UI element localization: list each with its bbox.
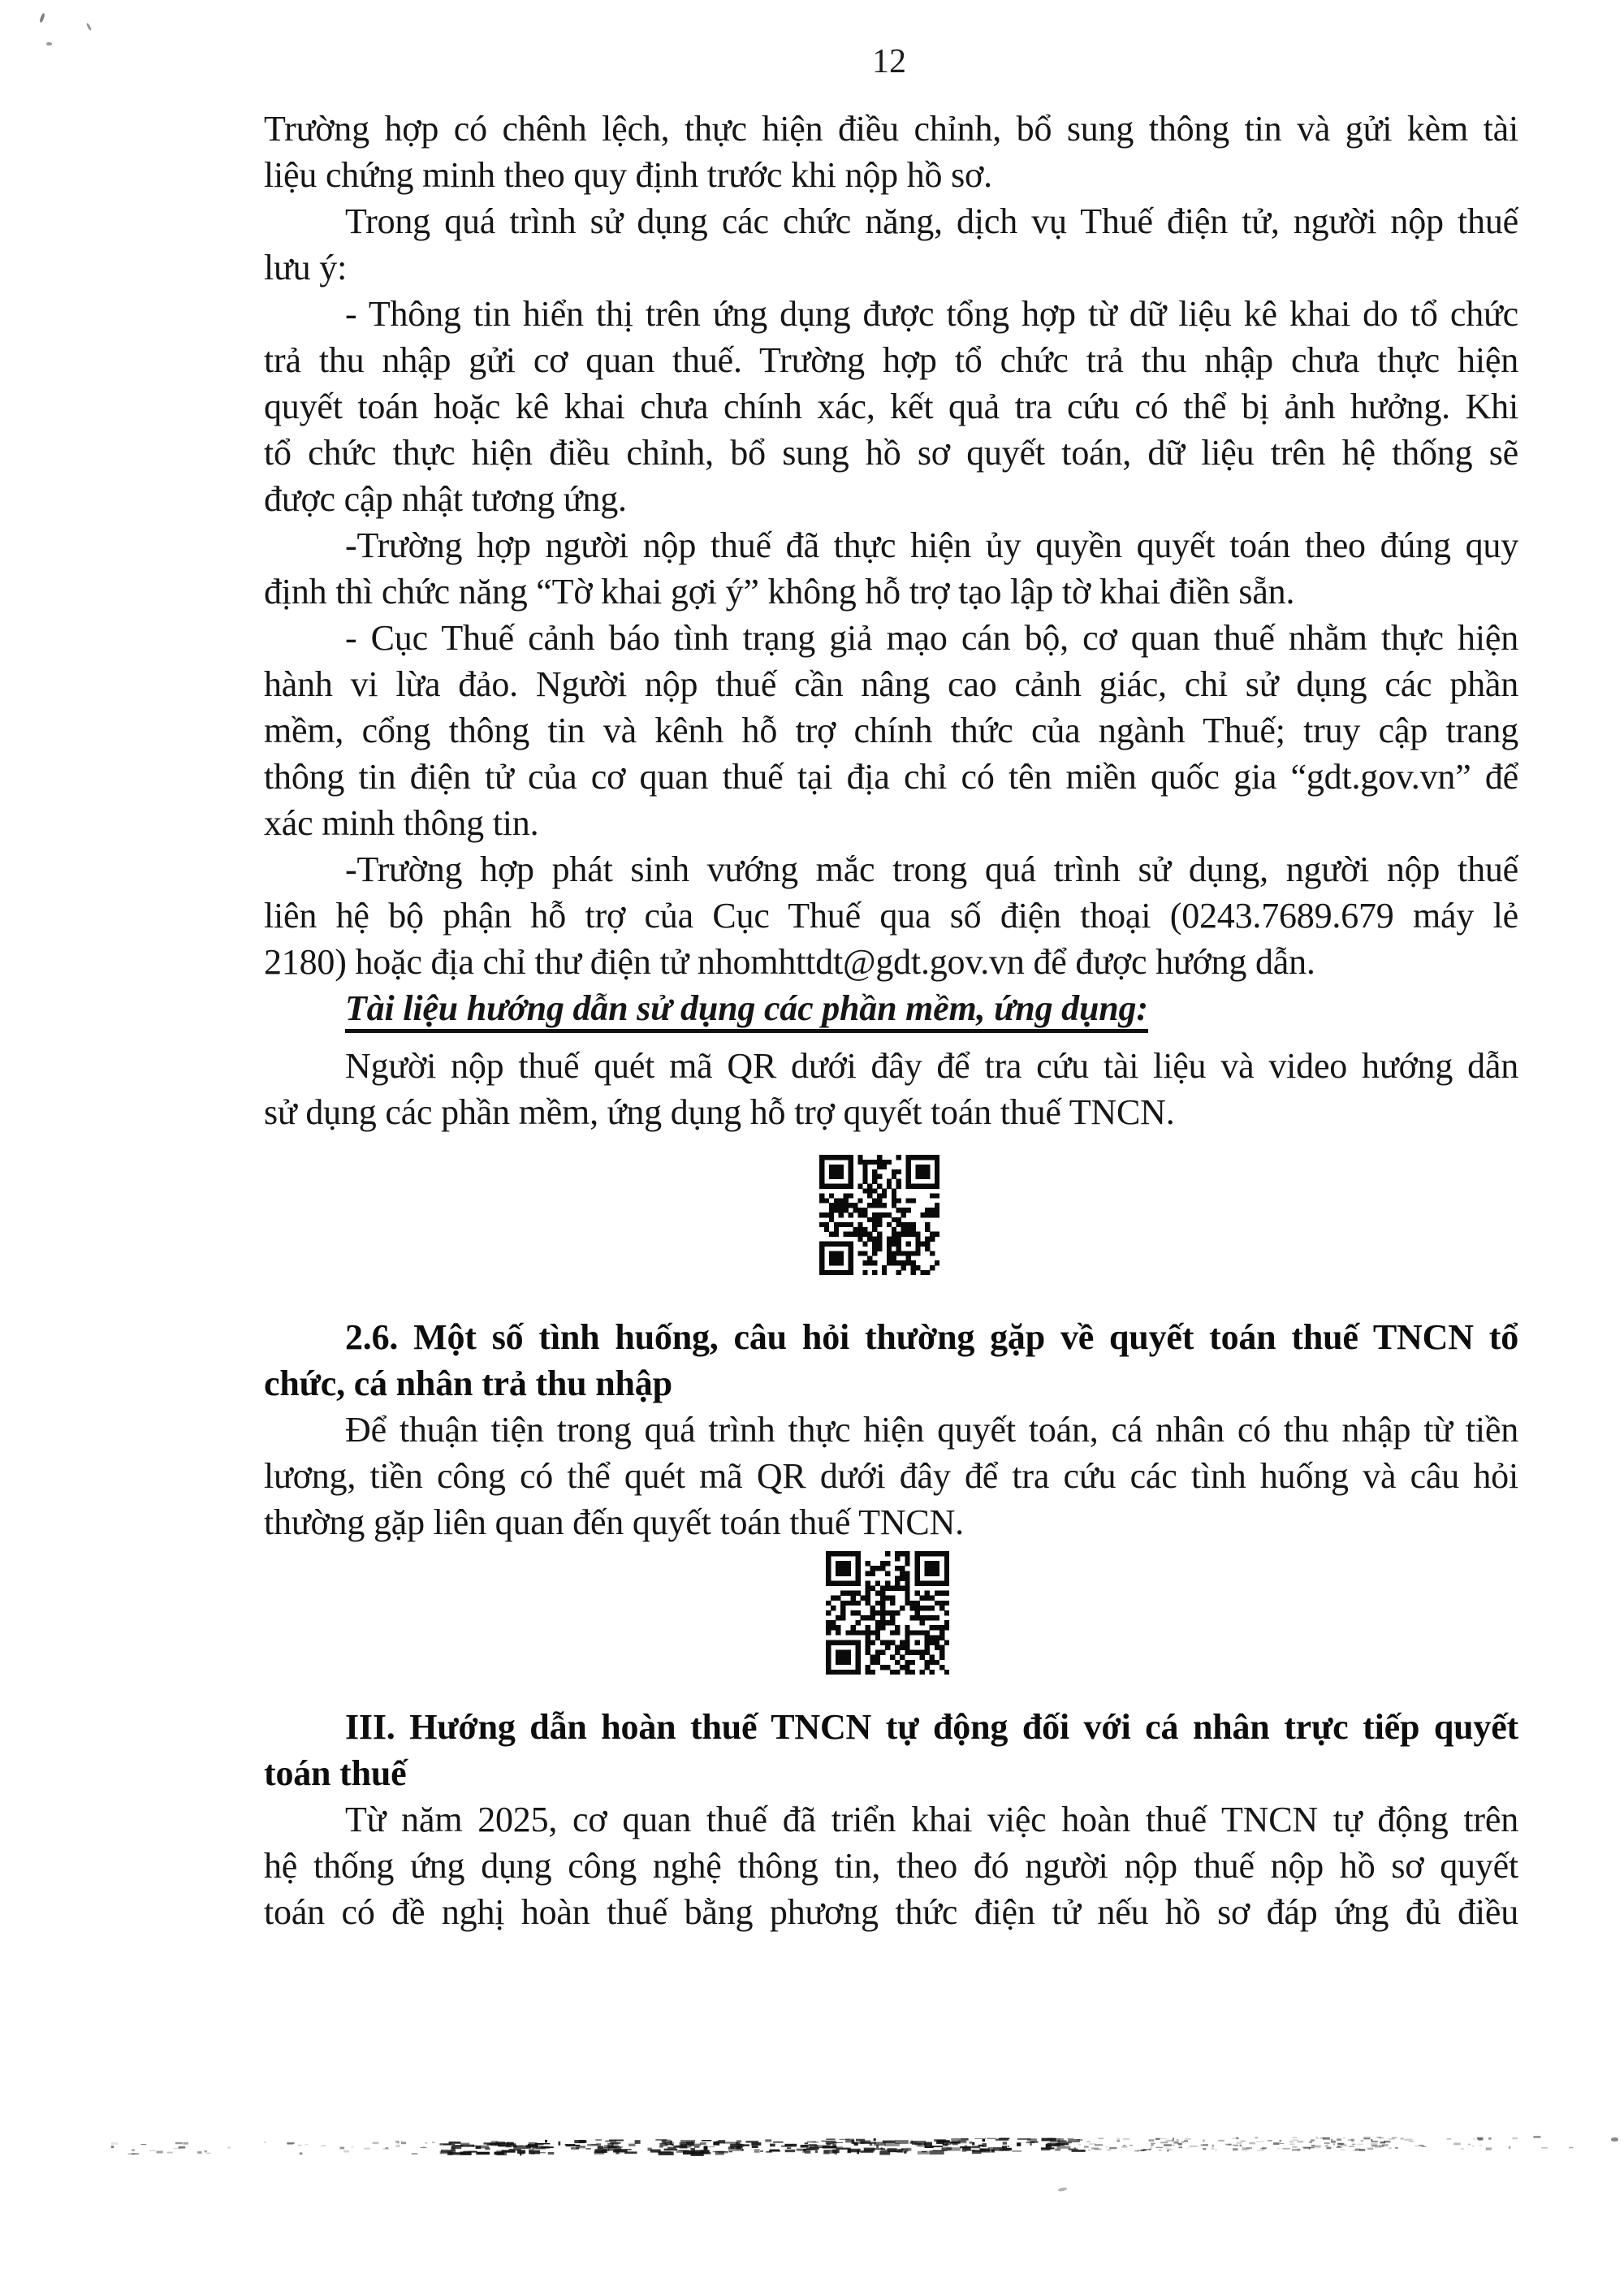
text-line: - Thông tin hiển thị trên ứng dụng được tổng hợp từ dữ liệu kê khai do tổ chức <box>345 294 1518 334</box>
text-line: định thì chức năng “Tờ khai gợi ý” không hỗ trợ tạo lập tờ khai điền sẵn. <box>264 572 1295 612</box>
scan-artifact-line <box>0 2124 1624 2205</box>
text-line: Trường hợp có chênh lệch, thực hiện điều chỉnh, bổ sung thông tin và gửi kèm tài <box>264 109 1518 149</box>
qr-code-faq <box>264 1551 1518 1675</box>
text-line: -Trường hợp người nộp thuế đã thực hiện ủy quyền quyết toán theo đúng quy <box>345 525 1518 565</box>
docs-guide-heading-label: Tài liệu hướng dẫn sử dụng các phần mềm, ứng dụng: <box>345 988 1148 1033</box>
text-line: được cập nhật tương ứng. <box>264 479 627 519</box>
text-line: Từ năm 2025, cơ quan thuế đã triển khai việc hoàn thuế TNCN tự động trên <box>345 1800 1518 1839</box>
text-line: liên hệ bộ phận hỗ trợ của Cục Thuế qua số điện thoại (0243.7689.679 máy lẻ <box>264 896 1518 936</box>
section-3-heading-line-1: III. Hướng dẫn hoàn thuế TNCN tự động đối với cá nhân trực tiếp quyết <box>345 1707 1518 1747</box>
page-number: 12 <box>872 43 906 80</box>
text-line: Để thuận tiện trong quá trình thực hiện quyết toán, cá nhân có thu nhập từ tiền <box>345 1410 1518 1450</box>
section-3-heading-line-2: toán thuế <box>264 1753 407 1793</box>
qr-code-icon <box>826 1551 949 1675</box>
text-line: 2180) hoặc địa chỉ thư điện tử nhomhttdt@gdt.gov.vn để được hướng dẫn. <box>264 942 1315 982</box>
text-line: hệ thống ứng dụng công nghệ thông tin, theo đó người nộp thuế nộp hồ sơ quyết <box>264 1846 1518 1886</box>
text-line: sử dụng các phần mềm, ứng dụng hỗ trợ quyết toán thuế TNCN. <box>264 1092 1175 1132</box>
text-line: trả thu nhập gửi cơ quan thuế. Trường hợp tổ chức trả thu nhập chưa thực hiện <box>264 340 1518 380</box>
text-block <box>264 0 1518 1935</box>
section-2-6-heading-line-1: 2.6. Một số tình huống, câu hỏi thường gặp về quyết toán thuế TNCN tổ <box>345 1317 1518 1357</box>
text-line: thông tin điện tử của cơ quan thuế tại địa chỉ có tên miền quốc gia “gdt.gov.vn” để <box>264 757 1518 797</box>
section-2-6-heading-line-2: chức, cá nhân trả thu nhập <box>264 1364 672 1403</box>
text-line: hành vi lừa đảo. Người nộp thuế cần nâng cao cảnh giác, chỉ sử dụng các phần <box>264 664 1518 704</box>
text-line: thường gặp liên quan đến quyết toán thuế TNCN. <box>264 1502 964 1542</box>
text-line: xác minh thông tin. <box>264 803 539 843</box>
text-line: mềm, cổng thông tin và kênh hỗ trợ chính thức của ngành Thuế; truy cập trang <box>264 711 1518 750</box>
text-line: Người nộp thuế quét mã QR dưới đây để tra cứu tài liệu và video hướng dẫn <box>345 1046 1518 1086</box>
ink-speck <box>39 13 45 24</box>
ink-speck <box>86 23 92 31</box>
docs-guide-heading <box>264 985 1518 1031</box>
text-line: tổ chức thực hiện điều chỉnh, bổ sung hồ sơ quyết toán, dữ liệu trên hệ thống sẽ <box>264 433 1518 473</box>
text-line: -Trường hợp phát sinh vướng mắc trong quá trình sử dụng, người nộp thuế <box>345 849 1518 889</box>
text-line: quyết toán hoặc kê khai chưa chính xác, kết quả tra cứu có thể bị ảnh hưởng. Khi <box>264 387 1518 426</box>
text-line: lưu ý: <box>264 248 348 287</box>
text-line: Trong quá trình sử dụng các chức năng, dịch vụ Thuế điện tử, người nộp thuế <box>345 201 1518 241</box>
text-line: - Cục Thuế cảnh báo tình trạng giả mạo cán bộ, cơ quan thuế nhằm thực hiện <box>345 618 1518 658</box>
text-line: lương, tiền công có thể quét mã QR dưới đây để tra cứu các tình huống và câu hỏi <box>264 1456 1518 1496</box>
text-line: liệu chứng minh theo quy định trước khi nộp hồ sơ. <box>264 155 992 195</box>
qr-code-icon <box>819 1155 939 1275</box>
ink-speck <box>46 42 52 45</box>
text-line: toán có đề nghị hoàn thuế bằng phương thức điện tử nếu hồ sơ đáp ứng đủ điều <box>264 1892 1518 1932</box>
qr-code-documents <box>264 1155 1518 1275</box>
